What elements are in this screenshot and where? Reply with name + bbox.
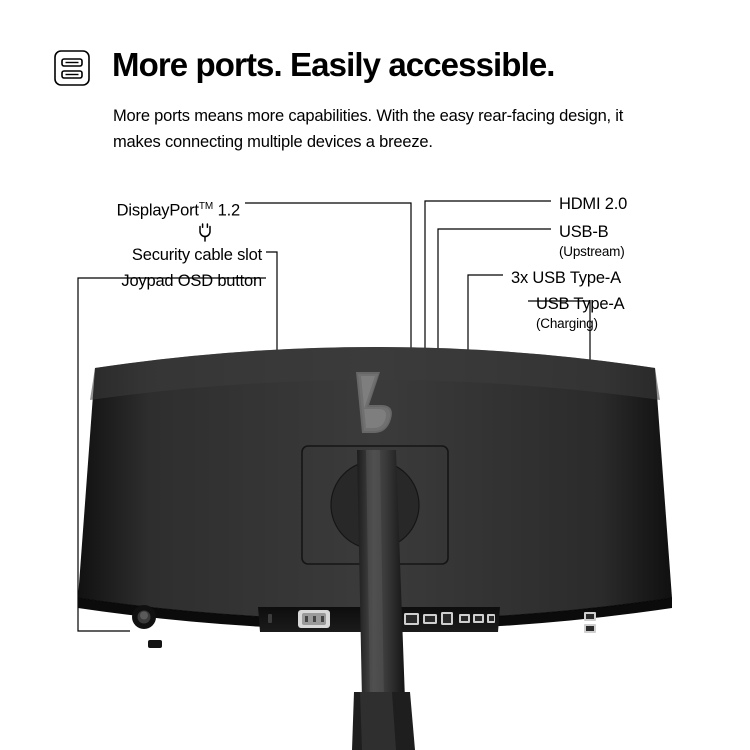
callout-usb-b-sub: (Upstream) [559, 244, 625, 259]
callout-usb-a-charging-label: USB Type-A [536, 295, 625, 313]
ac-power-connector [298, 610, 330, 628]
monitor-rear-view [0, 340, 750, 750]
hdmi-port [423, 614, 437, 624]
callout-displayport [0, 196, 240, 222]
callout-usb-a-charging [536, 294, 624, 333]
callout-displayport-sup: TM [198, 201, 214, 212]
callout-joypad-osd-button: Joypad OSD button [121, 272, 262, 290]
plug-icon [194, 222, 216, 244]
callout-hdmi: HDMI 2.0 [559, 195, 628, 213]
callout-usb-a-3x: 3x USB Type-A [511, 269, 621, 287]
usb-a-charging-port [584, 612, 596, 633]
callout-displayport-suffix: 1.2 [213, 201, 240, 220]
callout-displayport-label: DisplayPort [116, 201, 199, 220]
callout-security-cable-slot: Security cable slot [131, 246, 262, 264]
callout-usb-b-label: USB-B [559, 223, 609, 241]
joypad-osd-button [132, 605, 156, 629]
page-subtitle: More ports means more capabilities. With the easy rear-facing design, it makes connecting multiple devices a breeze. [113, 107, 624, 151]
ports-panel-icon [52, 48, 92, 88]
callout-usb-a-charging-sub: (Charging) [536, 316, 598, 331]
bezel-tab-detail [148, 640, 162, 648]
usb-b-port [441, 612, 453, 625]
page-title: More ports. Easily accessible. [112, 46, 555, 83]
usb-a-ports [459, 614, 495, 623]
callout-usb-b [559, 222, 625, 261]
displayport-port [404, 613, 419, 625]
security-cable-slot [268, 614, 272, 623]
